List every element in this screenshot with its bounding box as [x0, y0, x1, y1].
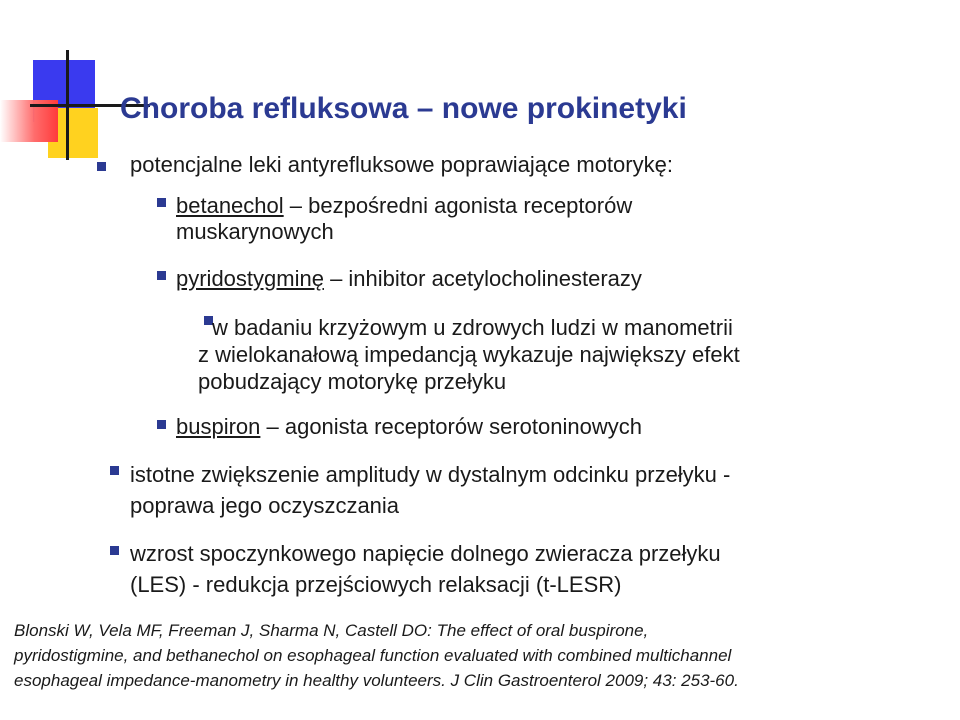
bullet-b1-3 [176, 414, 642, 440]
drug-betanechol: betanechol [176, 193, 284, 218]
reference-citation [14, 618, 944, 693]
bullet-b1-1-line2: muskarynowych [176, 219, 334, 244]
reference-line1: Blonski W, Vela MF, Freeman J, Sharma N, Castell DO: The effect of oral buspirone, [14, 621, 649, 640]
bullet-b3-line2: (LES) - redukcja przejściowych relaksacji (t-LESR) [130, 572, 622, 597]
bullet-square-icon [110, 546, 119, 555]
bullet-square-icon [157, 420, 166, 429]
bullet-b2-line2: poprawa jego oczyszczania [130, 493, 400, 518]
drug-pyridostygmine: pyridostygminę [176, 266, 324, 291]
bullet-b1-1-text: – bezpośredni agonista receptorów [283, 193, 633, 218]
bullet-b2-line1: istotne zwiększenie amplitudy w dystalnym odcinku przełyku - [130, 462, 731, 487]
reference-line3: esophageal impedance-manometry in healthy volunteers. J Clin Gastroenterol 2009; 43: 253-60. [14, 671, 739, 690]
bullet-b1-2 [176, 266, 642, 292]
reference-line2: pyridostigmine, and bethanechol on esophageal function evaluated with combined multichannel [14, 646, 732, 665]
bullet-b3-line1: wzrost spoczynkowego napięcie dolnego zwieracza przełyku [130, 541, 721, 566]
bullet-square-icon [157, 198, 166, 207]
slide-title: Choroba refluksowa – nowe prokinetyki [120, 92, 687, 125]
bullet-b1-3-text: – agonista receptorów serotoninowych [260, 414, 642, 439]
bullet-b1: potencjalne leki antyrefluksowe poprawiające motorykę: [130, 152, 673, 177]
bullet-b1-2-text: – inhibitor acetylocholinesterazy [323, 266, 642, 291]
bullet-square-icon [110, 466, 119, 475]
bullet-b1-2-1-line3: pobudzający motorykę przełyku [198, 369, 507, 394]
bullet-b1-2-1-line1: w badaniu krzyżowym u zdrowych ludzi w manometrii [212, 315, 733, 340]
drug-buspiron: buspiron [176, 414, 261, 439]
bullet-square-icon [97, 162, 106, 171]
bullet-square-icon [157, 271, 166, 280]
bullet-b1-2-1-line2: z wielokanałową impedancją wykazuje największy efekt [198, 342, 740, 367]
bullet-b1-1 [176, 193, 632, 219]
